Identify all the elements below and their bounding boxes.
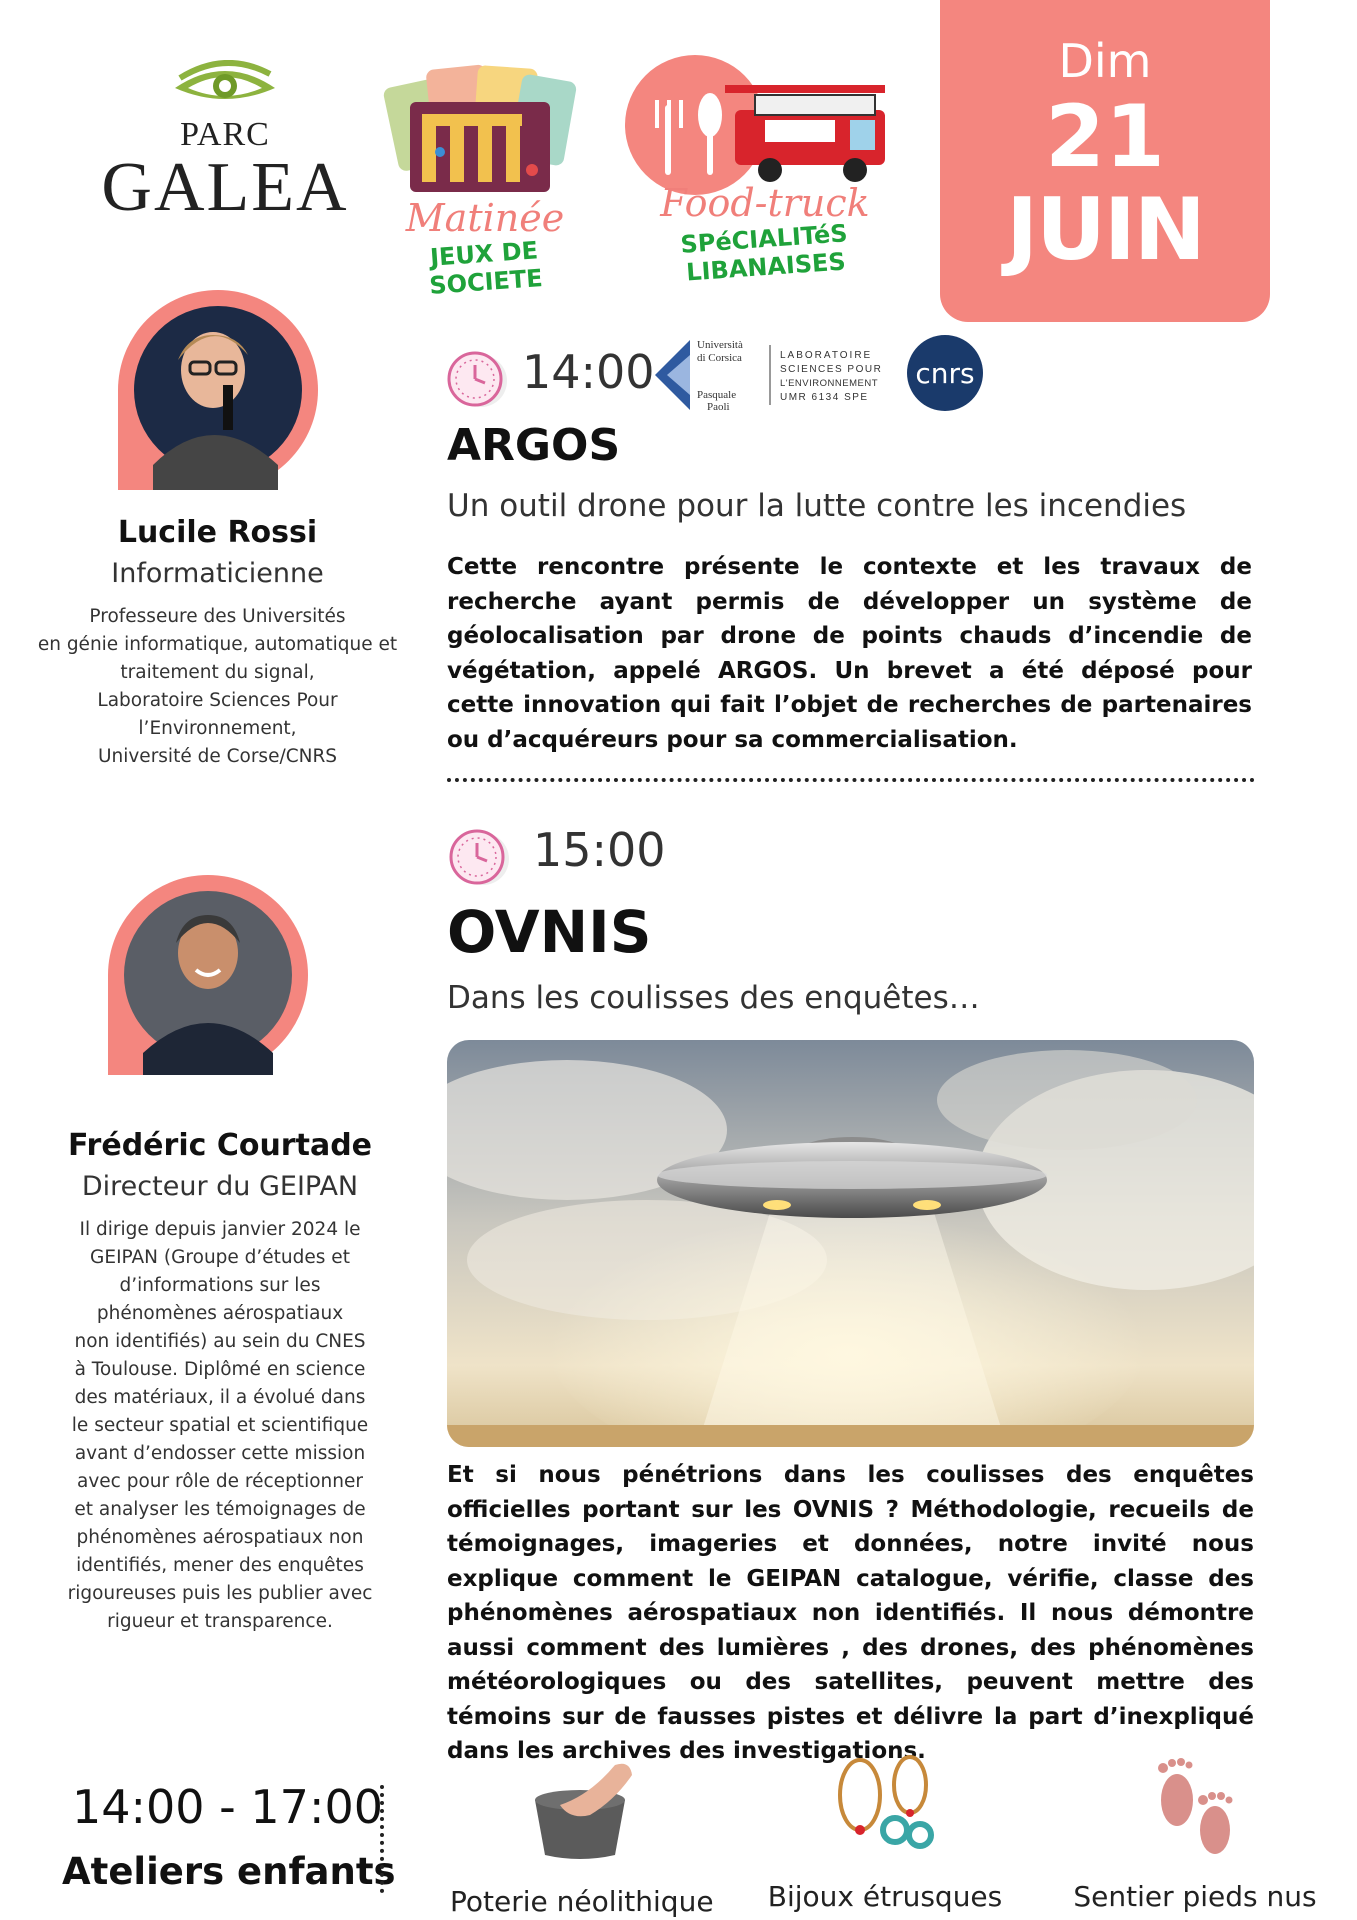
bio-line: traitement du signal,	[120, 662, 315, 683]
bio-line: l’Environnement,	[138, 718, 297, 739]
galea-name-text: GALEA	[101, 149, 349, 226]
session1-time: 14:00	[522, 345, 655, 399]
session1-body: Cette rencontre présente le contexte et les travaux de recherche ayant permis de développer un système de géolocalisation par drone de points chauds d’incendie de végétation, appelé ARGOS. Un brevet a été déposé pour cette innovation qui fait l’objet de recherches de partenaires ou d’acquéreurs pour sa commercialisation.	[447, 554, 1252, 753]
speaker2-info	[55, 1128, 385, 1636]
session2-subtitle: Dans les coulisses des enquêtes…	[447, 980, 980, 1016]
avatar	[108, 875, 308, 1075]
bio-line: avant d’endosser cette mission	[74, 1443, 366, 1464]
speaker1-role: Informaticienne	[111, 558, 324, 589]
bio-line: rigueur et transparence.	[107, 1611, 333, 1632]
session1-title: ARGOS	[447, 420, 621, 471]
bio-line: GEIPAN (Groupe d’études et	[90, 1247, 350, 1268]
university-line: Università	[697, 339, 743, 351]
matinee-logo	[380, 62, 590, 300]
avatar	[118, 290, 318, 490]
university-logo	[655, 330, 995, 420]
matinee-title: Matinée	[405, 196, 565, 240]
date-day: Dim	[1058, 34, 1152, 88]
footer-divider	[380, 1785, 384, 1893]
workshop-label: Ateliers enfants	[62, 1850, 396, 1893]
footprints-icon	[1135, 1750, 1255, 1860]
matinee-subtitle: JEUX DE SOCIETE	[428, 236, 544, 300]
pottery-icon	[520, 1755, 640, 1865]
lab-line: UMR 6134 SPE	[780, 392, 869, 403]
session1-subtitle: Un outil drone pour la lutte contre les incendies	[447, 488, 1187, 524]
date-badge	[940, 0, 1270, 322]
ufo-image	[447, 1040, 1254, 1447]
bio-line: non identifiés) au sein du CNES	[74, 1331, 366, 1352]
bio-line: phénomènes aérospatiaux non	[76, 1527, 364, 1548]
bio-line: phénomènes aérospatiaux	[96, 1303, 344, 1324]
board-game-icon	[380, 62, 590, 192]
session2-body: Et si nous pénétrions dans les coulisses des enquêtes officielles portant sur les OVNIS ? Méthodologie, recueils de témoignages, imageries et données, notre invité nous explique comment le GEIPAN catalogue, vérifie, classe des phénomènes aérospatiaux non identifiés. Il nous démontre aussi comment des lumières , des drones, des phénomènes météorologiques ou des satellites, peuvent mettre des témoins sur de fausses pistes et délivre la part d’inexpliqué dans les archives des investigations.	[447, 1462, 1254, 1764]
workshop-pottery-label: Poterie néolithique	[450, 1885, 714, 1918]
speaker1-bio	[30, 603, 405, 771]
lab-line: SCIENCES POUR	[780, 364, 883, 375]
foodtruck-title: Food-truck	[660, 181, 870, 225]
workshop-time: 14:00 - 17:00	[72, 1780, 383, 1834]
speaker2-bio	[55, 1216, 385, 1636]
workshop-jewelry-label: Bijoux étrusques	[767, 1880, 1003, 1913]
bio-line: en génie informatique, automatique et	[37, 634, 398, 655]
clock-icon	[447, 825, 511, 889]
speaker2-portrait	[108, 875, 308, 1079]
speaker2-name: Frédéric Courtade	[67, 1128, 373, 1163]
university-line: Paoli	[707, 401, 730, 413]
galea-logo	[90, 60, 360, 230]
lab-line: LABORATOIRE	[780, 350, 873, 361]
bio-line: Laboratoire Sciences Pour	[97, 690, 338, 711]
foodtruck-subtitle: SPéCIALITéS LIBANAISES	[679, 219, 849, 287]
food-truck-icon	[615, 55, 915, 195]
bio-line: d’informations sur les	[119, 1275, 321, 1296]
lab-line: L'ENVIRONNEMENT	[780, 378, 878, 389]
session2-time: 15:00	[533, 823, 666, 877]
workshop-barefoot-label: Sentier pieds nus	[1073, 1880, 1317, 1913]
jewelry-icon	[825, 1750, 945, 1860]
bio-line: et analyser les témoignages de	[74, 1499, 366, 1520]
cnrs-logo-text: cnrs	[915, 357, 975, 390]
speaker1-name: Lucile Rossi	[117, 515, 318, 550]
workshop-jewelry	[760, 1750, 1010, 1913]
speaker1-info	[30, 515, 405, 771]
speaker2-role: Directeur du GEIPAN	[81, 1171, 359, 1202]
bio-line: rigoureuses puis les publier avec	[67, 1583, 373, 1604]
workshop-pottery	[450, 1755, 714, 1918]
bio-line: Université de Corse/CNRS	[97, 746, 338, 767]
bio-line: identifiés, mener des enquêtes	[76, 1555, 364, 1576]
partner-logos	[655, 330, 995, 420]
university-line: Pasquale	[697, 389, 737, 401]
ufo-illustration	[447, 1040, 1254, 1447]
foodtruck-logo	[615, 55, 915, 287]
speaker1-portrait	[118, 290, 318, 494]
bio-line: Professeure des Universités	[89, 606, 346, 627]
galea-parc-text: PARC	[180, 116, 270, 153]
eye-icon	[170, 60, 280, 110]
section-divider	[447, 778, 1255, 782]
clock-icon	[445, 347, 509, 411]
bio-line: Il dirige depuis janvier 2024 le	[79, 1219, 361, 1240]
bio-line: avec pour rôle de réceptionner	[77, 1471, 363, 1492]
date-number: 21	[1045, 87, 1165, 187]
university-line: di Corsica	[697, 352, 742, 364]
bio-line: le secteur spatial et scientifique	[71, 1415, 369, 1436]
date-month: JUIN	[1006, 180, 1204, 280]
workshop-barefoot	[1065, 1750, 1325, 1913]
bio-line: à Toulouse. Diplômé en science	[74, 1359, 366, 1380]
bio-line: des matériaux, il a évolué dans	[74, 1387, 366, 1408]
session2-title: OVNIS	[447, 898, 652, 966]
